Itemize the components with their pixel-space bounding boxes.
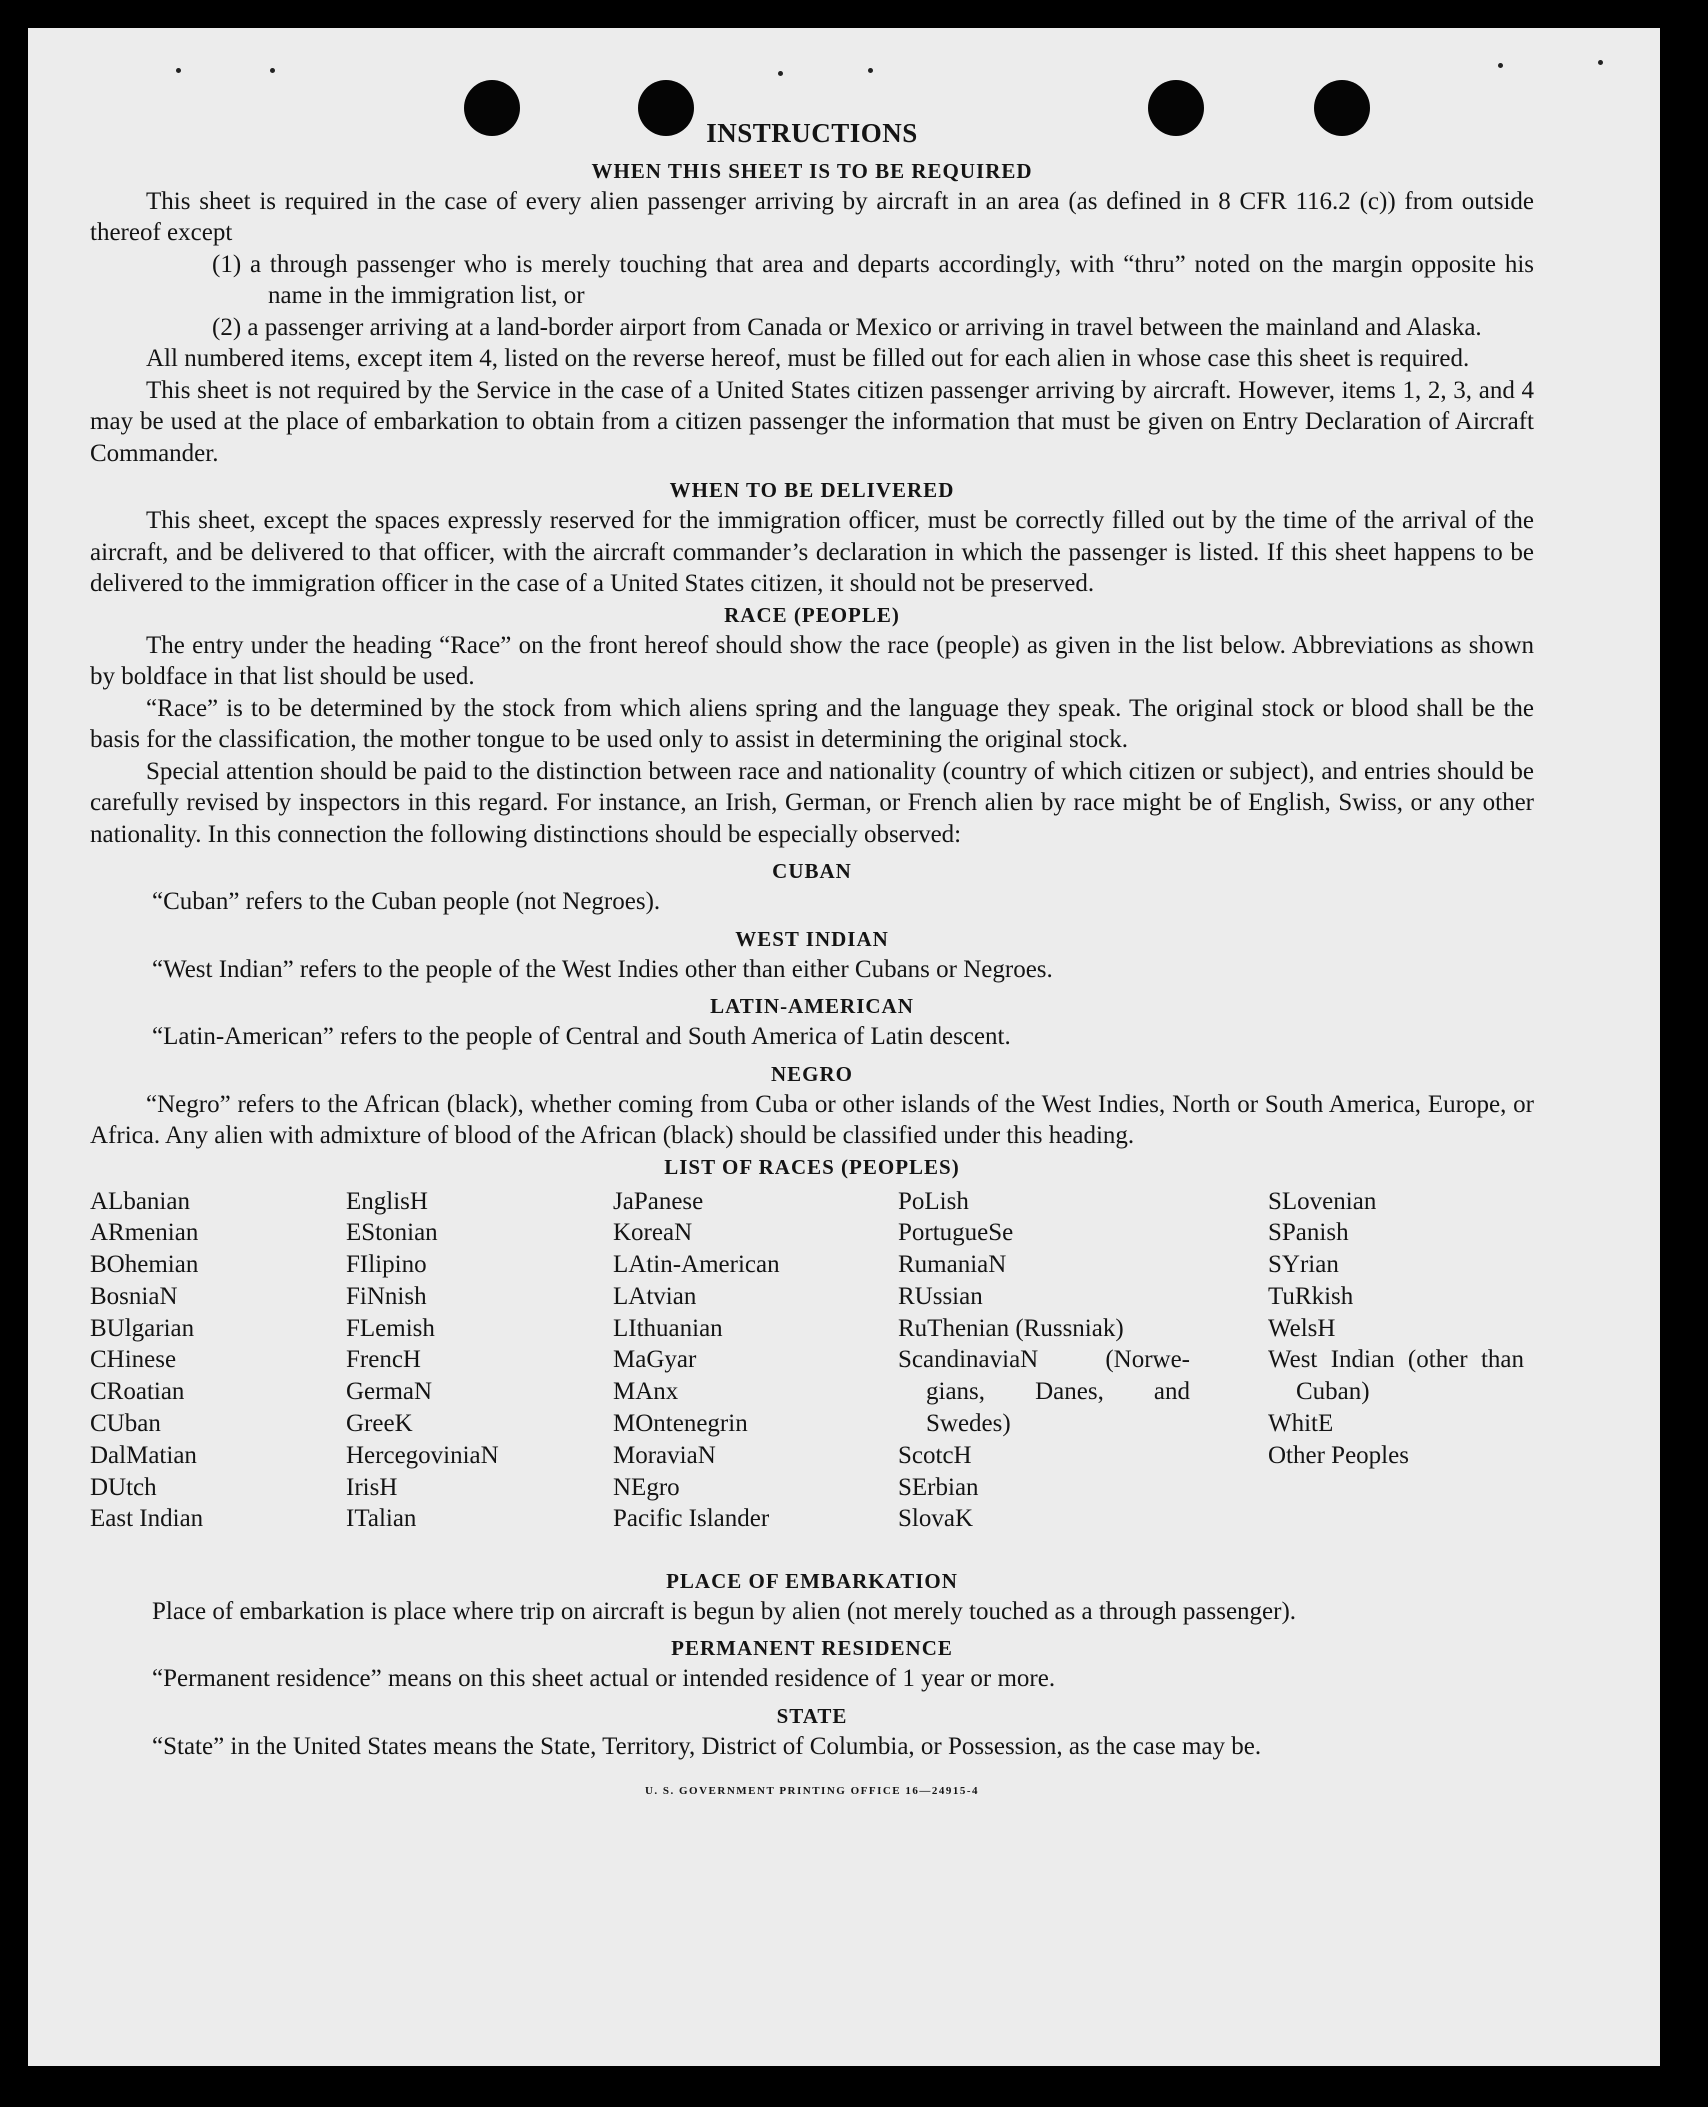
race-entry: BosniaN [90,1282,178,1310]
race-entry: East Indian [90,1505,204,1533]
race-entry: TuRkish [1268,1282,1354,1310]
section-heading: LATIN-AMERICAN [710,994,914,1018]
race-entry: ALbanian [90,1187,190,1215]
definition: “Latin-American” refers to the people of Central and South America of Latin descent. [152,1023,1011,1050]
race-entry: LAtin-American [613,1251,780,1279]
race-entry: CHinese [90,1346,177,1374]
paragraph: The entry under the heading “Race” on the front hereof should show the race (people) as given in the list below. Abbreviations as shown by boldface in that list should be used. [90,631,1534,690]
race-entry: MoraviaN [613,1441,716,1469]
race-entry: SYrian [1268,1251,1339,1279]
race-entry: PortugueSe [898,1219,1014,1247]
race-entry: SLovenian [1268,1187,1377,1215]
paragraph: “Negro” refers to the African (black), whether coming from Cuba or other islands of the West Indies, North or South America, Europe, or Africa. Any alien with admixture of blood of the African (black) should be classified under this heading. [90,1090,1534,1149]
race-entry: SErbian [898,1473,979,1501]
speck [270,68,275,73]
race-entry: DUtch [90,1473,157,1501]
section-heading: NEGRO [770,1061,853,1086]
speck [1498,63,1503,68]
race-entry: SPanish [1268,1219,1349,1247]
race-entry: LAtvian [613,1282,697,1310]
race-entry: Pacific Islander [613,1505,770,1533]
race-entry: BOhemian [90,1251,199,1279]
race-entry: DalMatian [90,1441,197,1469]
race-entry: GermaN [346,1378,433,1406]
page-title: INSTRUCTIONS [706,118,918,148]
race-entry: ScandinaviaN (Norwe- gians, Danes, and Swedes) [898,1346,1190,1438]
list-item: (2) a passenger arriving at a land-border airport from Canada or Mexico or arriving in travel between the mainland and Alaska. [212,313,1482,341]
paragraph: All numbered items, except item 4, listed on the reverse hereof, must be filled out for each alien in whose case this sheet is required. [146,345,1470,372]
race-entry: BUlgarian [90,1314,195,1342]
race-entry: NEgro [613,1473,680,1501]
section-heading: WHEN TO BE DELIVERED [669,478,955,502]
list-item: (1) a through passenger who is merely touching that area and departs accordingly, with “thru” noted on the margin opposite his name in the immigration list, or [212,250,1534,309]
printer-imprint: U. S. GOVERNMENT PRINTING OFFICE 16—24915-4 [644,1785,980,1797]
paragraph: This sheet is not required by the Service in the case of a United States citizen passenger arriving by aircraft. However, items 1, 2, 3, and 4 may be used at the place of embarkation to obtain from a citizen passenger the information that must be given on Entry Declaration of Aircraft Commander. [90,376,1534,467]
section-heading: CUBAN [772,859,852,883]
race-entry: EStonian [346,1219,438,1247]
definition: “Cuban” refers to the Cuban people (not Negroes). [152,888,661,915]
race-column [1268,1186,1534,1472]
race-entry: CRoatian [90,1378,185,1406]
speck [1598,60,1603,65]
paragraph: Place of embarkation is place where trip on aircraft is begun by alien (not merely touched as a through passenger). [152,1597,1297,1625]
race-entry: LIthuanian [613,1314,723,1342]
race-list [90,1186,1534,1566]
section-heading: PERMANENT RESIDENCE [671,1636,953,1660]
paragraph: “State” in the United States means the State, Territory, District of Columbia, or Possession, as the case may be. [152,1732,1262,1760]
race-entry: WhitE [1268,1410,1334,1438]
speck [176,68,181,73]
race-entry: RUssian [898,1282,983,1310]
paragraph: “Race” is to be determined by the stock from which aliens spring and the language they speak. The original stock or blood shall be the basis for the classification, the mother tongue to be used only to assist in determining the original stock. [90,694,1534,753]
section-heading: RACE (PEOPLE) [724,602,900,627]
race-entry: Other Peoples [1268,1441,1409,1469]
section-heading: STATE [776,1703,848,1728]
section-heading: PLACE OF EMBARKATION [666,1568,958,1593]
race-entry: FiNnish [346,1282,427,1310]
race-entry: PoLish [898,1187,969,1215]
race-entry: CUban [90,1410,161,1438]
race-entry: FrencH [346,1346,421,1374]
race-entry: West Indian (other than Cuban) [1268,1346,1524,1406]
race-entry: HercegoviniaN [346,1441,499,1469]
race-entry: WelsH [1268,1314,1336,1342]
section-heading: LIST OF RACES (PEOPLES) [664,1154,960,1179]
race-entry: MOntenegrin [613,1410,748,1438]
speck [778,71,783,76]
definition: “West Indian” refers to the people of the West Indies other than either Cubans or Negroes. [152,955,1053,983]
race-entry: JaPanese [613,1187,704,1215]
race-entry: IrisH [346,1473,398,1501]
race-entry: RumaniaN [898,1251,1007,1279]
race-entry: MAnx [613,1378,679,1406]
race-column [613,1186,873,1536]
race-column [346,1186,596,1536]
race-entry: FLemish [346,1314,435,1342]
section-heading: WEST INDIAN [735,926,889,951]
speck [868,68,873,73]
race-entry: FIlipino [346,1251,427,1279]
race-entry: SlovaK [898,1505,973,1533]
race-entry: MaGyar [613,1346,697,1374]
document-content [90,90,1534,1808]
race-entry: RuThenian (Russniak) [898,1314,1124,1342]
paragraph: This sheet, except the spaces expressly reserved for the immigration officer, must be correctly filled out by the time of the arrival of the aircraft, and be delivered to that officer, with the aircraft commander’s declaration in which the passenger is listed. If this sheet happens to be delivered to the immigration officer in the case of a United States citizen, it should not be preserved. [90,507,1534,597]
race-entry: EnglisH [346,1187,428,1215]
race-entry: GreeK [346,1410,413,1438]
race-entry: ScotcH [898,1441,972,1469]
race-column [898,1186,1198,1536]
section-heading: WHEN THIS SHEET IS TO BE REQUIRED [591,158,1033,183]
definition: “Permanent residence” means on this sheet actual or intended residence of 1 year or more. [152,1665,1056,1692]
race-entry: ITalian [346,1505,417,1533]
race-column [90,1186,330,1536]
paragraph: This sheet is required in the case of every alien passenger arriving by aircraft in an area (as defined in 8 CFR 116.2 (c)) from outside thereof except [90,187,1534,246]
race-entry: ARmenian [90,1219,199,1247]
paragraph: Special attention should be paid to the distinction between race and nationality (country of which citizen or subject), and entries should be carefully revised by inspectors in this regard. For instance, an Irish, German, or French alien by race might be of English, Swiss, or any other nationality. In this connection the following distinctions should be especially observed: [90,757,1534,848]
race-entry: KoreaN [613,1219,693,1247]
